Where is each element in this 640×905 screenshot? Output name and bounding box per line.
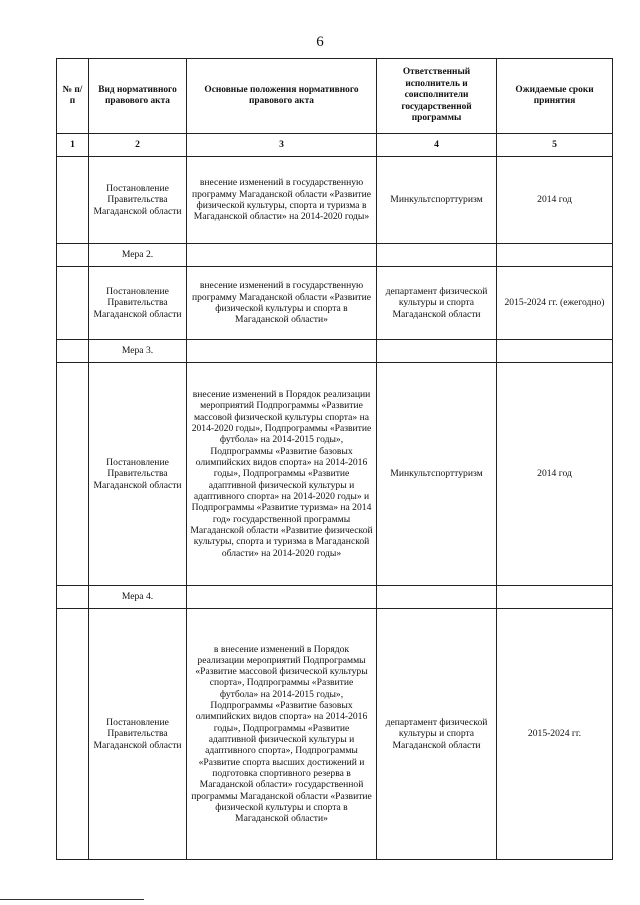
act-type-cell: Постановление Правительства Магаданской области <box>89 609 187 860</box>
executor-cell: департамент физической культуры и спорта Магаданской области <box>377 609 497 860</box>
column-number: 2 <box>89 134 187 157</box>
measure-label: Мера 3. <box>89 340 187 363</box>
measure-row <box>57 244 613 267</box>
empty-cell <box>187 586 377 609</box>
column-number: 5 <box>497 134 613 157</box>
act-provisions-cell: в внесение изменений в Порядок реализации мероприятий Подпрограммы «Развитие массовой физической культуры спорта», Подпрограммы «Развитие футбола» на 2014-2015 годы», Подпрограммы «Развитие базовых олимпийских видов спорта» на 2014-2016 годы», Подпрограммы «Развитие адаптивной физической культуры и адаптивного спорта», Подпрограммы «Развитие спорта высших достижений и подготовка спортивного резерва в Магаданской области» государственной программы Магаданской области «Развитие физической культуры и спорта в Магаданской области» <box>187 609 377 860</box>
empty-cell <box>187 340 377 363</box>
column-number-row <box>57 134 613 157</box>
header-act-type: Вид нормативного правового акта <box>89 59 187 134</box>
header-number: № п/п <box>57 59 89 134</box>
measure-number-cell <box>57 586 89 609</box>
expected-term-cell: 2015-2024 гг. <box>497 609 613 860</box>
row-number-cell <box>57 157 89 244</box>
expected-term-cell: 2014 год <box>497 157 613 244</box>
measure-row <box>57 586 613 609</box>
table-row <box>57 363 613 586</box>
table-row <box>57 157 613 244</box>
column-number: 4 <box>377 134 497 157</box>
empty-cell <box>377 244 497 267</box>
footer-divider <box>0 899 144 900</box>
act-provisions-cell: внесение изменений в государственную программу Магаданской области «Развитие физической культуры и спорта в Магаданской области» <box>187 267 377 340</box>
empty-cell <box>497 340 613 363</box>
empty-cell <box>497 244 613 267</box>
table-header-row <box>57 59 613 134</box>
regulatory-acts-table <box>56 58 613 860</box>
measure-row <box>57 340 613 363</box>
measure-label: Мера 4. <box>89 586 187 609</box>
act-type-cell: Постановление Правительства Магаданской области <box>89 157 187 244</box>
expected-term-cell: 2014 год <box>497 363 613 586</box>
measure-label: Мера 2. <box>89 244 187 267</box>
page-number: 6 <box>316 34 324 50</box>
measure-number-cell <box>57 244 89 267</box>
executor-cell: Минкультспорттуризм <box>377 363 497 586</box>
row-number-cell <box>57 609 89 860</box>
column-number: 1 <box>57 134 89 157</box>
table-row <box>57 609 613 860</box>
act-type-cell: Постановление Правительства Магаданской области <box>89 267 187 340</box>
header-expected-term: Ожидаемые сроки принятия <box>497 59 613 134</box>
act-provisions-cell: внесение изменений в государственную программу Магаданской области «Развитие физической культуры, спорта и туризма в Магаданской области» на 2014-2020 годы» <box>187 157 377 244</box>
header-executor: Ответственный исполнитель и соисполнители государственной программы <box>377 59 497 134</box>
empty-cell <box>377 586 497 609</box>
measure-number-cell <box>57 340 89 363</box>
row-number-cell <box>57 267 89 340</box>
column-number: 3 <box>187 134 377 157</box>
executor-cell: департамент физической культуры и спорта Магаданской области <box>377 267 497 340</box>
act-provisions-cell: внесение изменений в Порядок реализации мероприятий Подпрограммы «Развитие массовой физической культуры спорта» на 2014-2020 годы», Подпрограммы «Развитие футбола» на 2014-2015 годы», Подпрограммы «Развитие базовых олимпийских видов спорта» на 2014-2016 годы», Подпрограммы «Развитие адаптивной физической культуры и адаптивного спорта» на 2014-2020 годы» и Подпрограммы «Развитие туризма» на 2014 год» государственной программы Магаданской области «Развитие физической культуры, спорта и туризма в Магаданской области» на 2014-2020 годы» <box>187 363 377 586</box>
empty-cell <box>497 586 613 609</box>
row-number-cell <box>57 363 89 586</box>
act-type-cell: Постановление Правительства Магаданской области <box>89 363 187 586</box>
empty-cell <box>377 340 497 363</box>
executor-cell: Минкультспорттуризм <box>377 157 497 244</box>
table-row <box>57 267 613 340</box>
empty-cell <box>187 244 377 267</box>
header-act-provisions: Основные положения нормативного правового акта <box>187 59 377 134</box>
expected-term-cell: 2015-2024 гг. (ежегодно) <box>497 267 613 340</box>
